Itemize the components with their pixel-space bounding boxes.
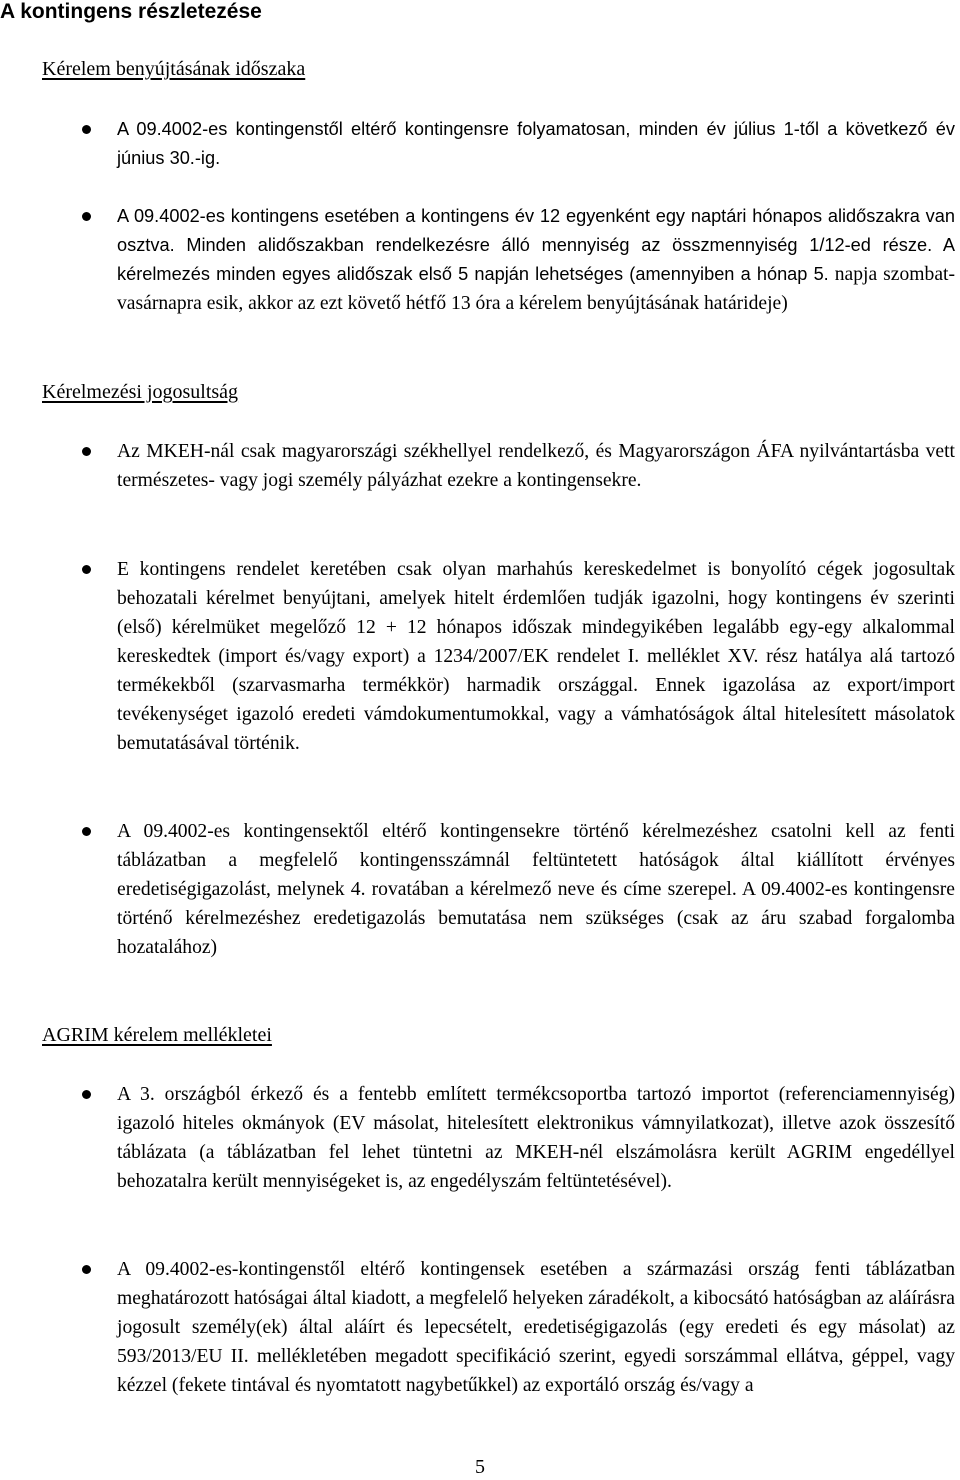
list-item-text: A 09.4002-es kontingenstől eltérő kontingensre folyamatosan, minden év július 1-től a következő év június 30.-ig. [117,119,955,168]
list-item-text: Az MKEH-nál csak magyarországi székhellyel rendelkező, és Magyarországon ÁFA nyilvántartásba vett természetes- vagy jogi személy pályázhat ezekre a kontingensekre. [117,441,955,491]
bullet-icon [82,827,91,836]
bullet-icon [82,1090,91,1099]
list-item-text-part-2: napja szombat-vasárnapra esik, akkor az ezt követő hétfő 13 óra a kérelem benyújtásának határideje) [117,264,955,314]
list-item-text: E kontingens rendelet keretében csak olyan marhahús kereskedelmet is bonyolító cégek jogosultak behozatali kérelmet benyújtani, amelyek hitelt érdemlően tudják igazolni, hogy kontingens év szerinti (első) kérelmüket megelőző 12 + 12 hónapos időszak mindegyikében legalább egy-egy alkalommal kereskedtek (import és/vagy export) a 1234/2007/EK rendelet I. melléklet XV. rész hatálya alá tartozó termékekből (szarvasmarha termékkör) harmadik országgal. Ennek igazolása az export/import tevékenységet igazoló eredeti vámdokumentumokkal, vagy a vámhatóságok által hitelesített másolatok bemutatásával történik. [117,559,955,754]
document-title: A kontingens részletezése [0,0,262,23]
list-item-text [117,202,955,318]
section-heading-agrim-attachments: AGRIM kérelem mellékletei [42,1024,272,1046]
list-item-text-part-1: A 09.4002-es kontingens esetében a kontingens év 12 egyenként egy naptári hónapos alidőszakra van osztva. Minden alidőszakban rendelkezésre álló mennyiség az összmennyiség 1/12-ed része. A kérelmezés minden egyes alidőszak első 5 napján lehetséges (amennyiben a hónap 5. [117,206,955,284]
section-heading-eligibility: Kérelmezési jogosultság [42,381,239,403]
bullet-icon [82,447,91,456]
bullet-icon [82,565,91,574]
section-heading-submission-period: Kérelem benyújtásának időszaka [42,58,306,80]
page-number: 5 [475,1456,485,1478]
list-item-text: A 09.4002-es-kontingenstől eltérő kontingensek esetében a származási ország fenti táblázatban meghatározott hatóságai által kiadott, a megfelelő helyeken záradékolt, a kibocsátó hatóságban az aláírásra jogosult személy(ek) által aláírt és lepecsételt, eredetiségigazolás (egy eredeti és egy másolat) az 593/2013/EU II. mellékletében megadott specifikáció szerint, egyedi sorszámmal ellátva, géppel, vagy kézzel (fekete tintával és nyomtatott nagybetűkkel) az exportáló ország és/vagy a [117,1259,955,1396]
list-item-text: A 3. országból érkező és a fentebb említett termékcsoportba tartozó importot (referenciamennyiség) igazoló hiteles okmányok (EV másolat, hitelesített elektronikus vámnyilatkozat), illetve azok összesítő táblázata (a táblázatban fel lehet tüntetni az MKEH-nél elszámolásra került AGRIM engedéllyel behozatalra került mennyiségeket is, az engedélyszám feltüntetésével). [117,1084,955,1192]
bullet-icon [82,1265,91,1274]
bullet-icon [82,212,91,221]
list-item-text: A 09.4002-es kontingensektől eltérő kontingensekre történő kérelmezéshez csatolni kell az fenti táblázatban a megfelelő kontingensszámnál feltüntetett hatóságok által kiállított érvényes eredetiségigazolást, melynek 4. rovatában a kérelmező neve és címe szerepel. A 09.4002-es kontingensre történő kérelmezéshez eredetigazolás bemutatása nem szükséges (csak az áru szabad forgalomba hozatalához) [117,821,955,958]
bullet-icon [82,125,91,134]
